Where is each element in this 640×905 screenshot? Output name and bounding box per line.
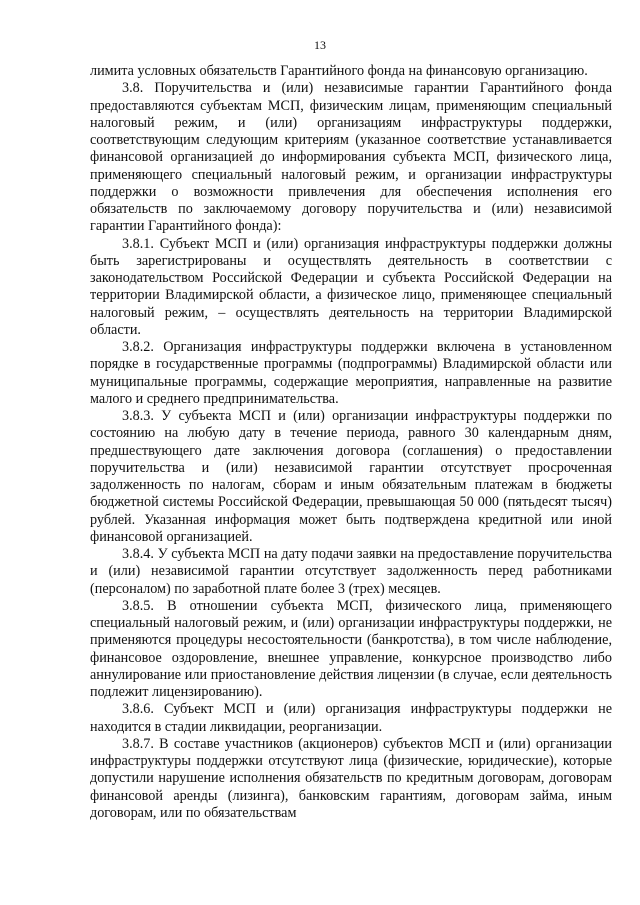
page-number: 13 [314, 38, 326, 52]
paragraph-3-8: 3.8. Поручительства и (или) независимые гарантии Гарантийного фонда предоставляются субъектам МСП, физическим лицам, применяющим специальный налоговый режим, и (или) организациям инфраструктуры поддержки, соответствующим следующим критериям (указанное соответствие устанавливается финансовой организацией до информирования субъекта МСП, физического лица, применяющего специальный налоговый режим, и организации инфраструктуры поддержки о возможности привлечения для обеспечения исполнения его обязательств по заключаемому договору поручительства и (или) независимой гарантии Гарантийного фонда): [90, 80, 612, 235]
paragraph-3-8-4: 3.8.4. У субъекта МСП на дату подачи заявки на предоставление поручительства и (или) независимой гарантии отсутствует задолженность перед работниками (персоналом) по заработной плате более 3 (трех) месяцев. [90, 546, 612, 597]
document-body [90, 63, 612, 822]
paragraph-3-8-1: 3.8.1. Субъект МСП и (или) организация инфраструктуры поддержки должны быть зарегистрированы и осуществлять деятельность в соответствии с законодательством Российской Федерации и субъекта Российской Федерации на территории Владимирской области, а физическое лицо, применяющее специальный налоговый режим, – осуществлять деятельность на территории Владимирской области. [90, 235, 612, 338]
paragraph-3-8-2: 3.8.2. Организация инфраструктуры поддержки включена в установленном порядке в государственные программы (подпрограммы) Владимирской области или муниципальные программы, содержащие мероприятия, направленные на развитие малого и среднего предпринимательства. [90, 339, 612, 407]
paragraph-continuation: лимита условных обязательств Гарантийного фонда на финансовую организацию. [90, 63, 588, 79]
paragraph-3-8-7: 3.8.7. В составе участников (акционеров) субъектов МСП и (или) организации инфраструктуры поддержки отсутствуют лица (физические, юридические), которые допустили нарушение исполнения обязательств по кредитным договорам, договорам финансовой аренды (лизинга), банковским гарантиям, договорам займа, иным договорам, или по обязательствам [90, 735, 612, 821]
paragraph-3-8-6: 3.8.6. Субъект МСП и (или) организация инфраструктуры поддержки не находится в стадии ликвидации, реорганизации. [90, 701, 612, 735]
paragraph-3-8-5: 3.8.5. В отношении субъекта МСП, физического лица, применяющего специальный налоговый режим, и (или) организации инфраструктуры поддержки, не применяются процедуры несостоятельности (банкротства), в том числе наблюдение, финансовое оздоровление, внешнее управление, конкурсное производство либо аннулирование или приостановление действия лицензии (в случае, если деятельность подлежит лицензированию). [90, 597, 612, 700]
paragraph-3-8-3: 3.8.3. У субъекта МСП и (или) организации инфраструктуры поддержки по состоянию на любую дату в течение периода, равного 30 календарным дням, предшествующего дате заключения договора (соглашения) о предоставлении поручительства и (или) независимой гарантии отсутствует просроченная задолженность по налогам, сборам и иным обязательным платежам в бюджеты бюджетной системы Российской Федерации, превышающая 50 000 (пятьдесят тысяч) рублей. Указанная информация может быть подтверждена кредитной или иной финансовой организацией. [90, 408, 612, 545]
